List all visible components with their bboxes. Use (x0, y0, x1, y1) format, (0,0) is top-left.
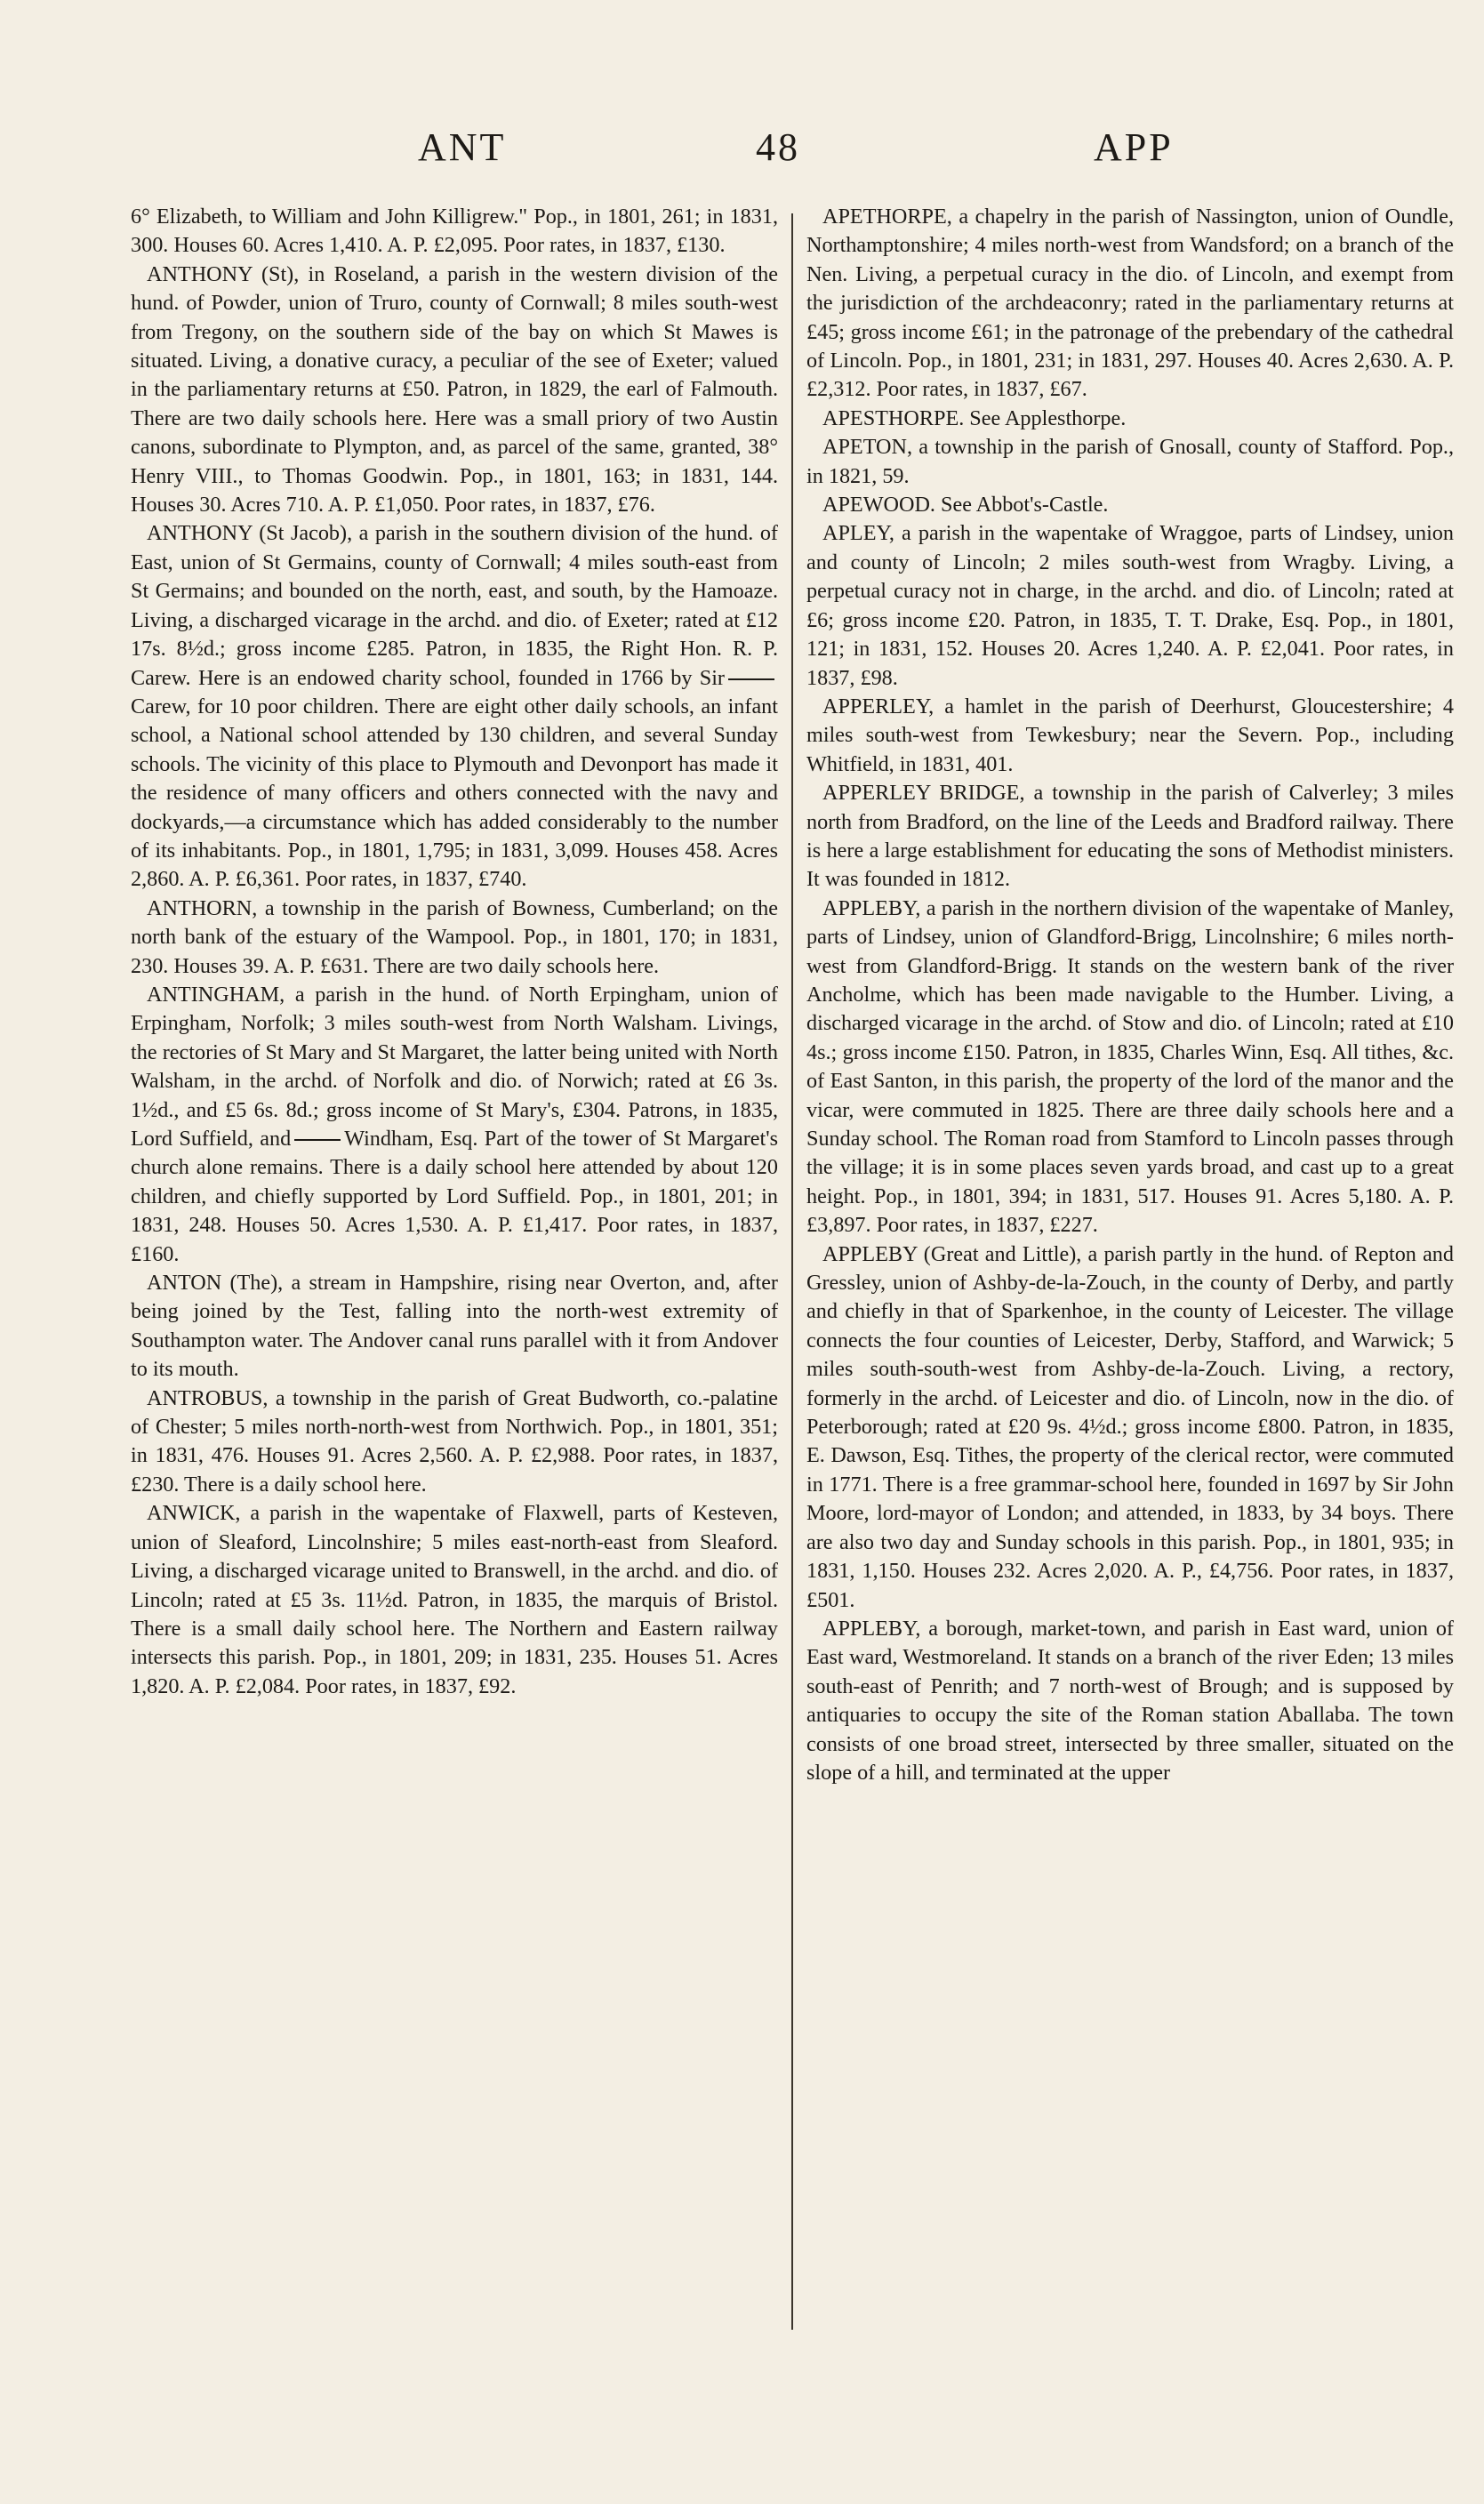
entry-text-part: ANTHONY (St Jacob), a parish in the southern division of the hund. of East, union of St Germains, county of Cornwall; 4 miles south-east from St Germains; and bounded on the north, east, and south, by the Hamoaze. Living, a discharged vicarage in the archd. and dio. of Exeter; rated at £12 17s. 8½d.; gross income £285. Patron, in 1835, the Right Hon. R. P. Carew. Here is an endowed charity school, founded in 1766 by Sir (131, 521, 778, 690)
entry-text: ANTHORN, a township in the parish of Bowness, Cumberland; on the north bank of the estuary of the Wampool. Pop., in 1801, 170; in 1831, 230. Houses 39. A. P. £631. There are two daily schools here. (131, 895, 778, 978)
entry-text-part: Windham, Esq. Part of the tower of St Margaret's church alone remains. There is a daily school here attended by about 120 children, and chiefly supported by Lord Suffield. Pop., in 1801, 201; in 1831, 248. Houses 50. Acres 1,530. A. P. £1,417. Poor rates, in 1837, £160. (131, 1127, 778, 1266)
entry-text: ANTON (The), a stream in Hampshire, rising near Overton, and, after being joined by the Test, falling into the north-west extremity of Southampton water. The Andover canal runs parallel with it from Andover to its mouth. (131, 1271, 778, 1382)
page-header (124, 124, 1458, 187)
entry-text: APETON, a township in the parish of Gnosall, county of Stafford. Pop., in 1821, 59. (806, 435, 1454, 488)
name-blank-dash (728, 678, 774, 680)
entry-text-part: Carew, for 10 poor children. There are eight other daily schools, an infant school, a National school attended by 130 children, and several Sunday schools. The vicinity of this place to Plymouth and Devonport has made it the residence of many officers and others connected with the navy and dockyards,—a circumstance which has added considerably to the number of its inhabitants. Pop., in 1801, 1,795; in 1831, 3,099. Houses 458. Acres 2,860. A. P. £6,361. Poor rates, in 1837, £740. (131, 694, 778, 892)
entry-text: APPLEBY, a parish in the northern division of the wapentake of Manley, parts of Lindsey, union of Glandford-Brigg, Lincolnshire; 6 miles north-west from Glandford-Brigg. It stands on the western bank of the river Ancholme, which has been made navigable to the Humber. Living, a discharged vicarage in the archd. of Stow and dio. of Lincoln; rated at £10 4s.; gross income £150. Patron, in 1835, Charles Winn, Esq. All tithes, &c. of East Santon, in this parish, the property of the lord of the manor and the vicar, were commuted in 1825. There are three daily schools here and a Sunday school. The Roman road from Stamford to Lincoln passes through the village; it is in some places seven yards broad, and cast up to a great height. Pop., in 1801, 394; in 1831, 517. Houses 91. Acres 5,180. A. P. £3,897. Poor rates, in 1837, £227. (806, 895, 1454, 1238)
entry-text: ANTHONY (St), in Roseland, a parish in the western division of the hund. of Powder, union of Truro, county of Cornwall; 8 miles south-west from Tregony, on the southern side of the bay on which St Mawes is situated. Living, a donative curacy, a peculiar of the see of Exeter; valued in the parliamentary returns at £50. Patron, in 1829, the earl of Falmouth. There are two daily schools here. Here was a small priory of two Austin canons, subordinate to Plympton, and, as parcel of the same, granted, 38° Henry VIII., to Thomas Goodwin. Pop., in 1801, 163; in 1831, 144. Houses 30. Acres 710. A. P. £1,050. Poor rates, in 1837, £76. (131, 261, 778, 518)
left-column (131, 203, 778, 1701)
entry-text: ANWICK, a parish in the wapentake of Flaxwell, parts of Kesteven, union of Sleaford, Lincolnshire; 5 miles east-north-east from Sleaford. Living, a discharged vicarage united to Branswell, in the archd. and dio. of Lincoln; rated at £5 3s. 11½d. Patron, in 1835, the marquis of Bristol. There is a small daily school here. The Northern and Eastern railway intersects this parish. Pop., in 1801, 209; in 1831, 235. Houses 51. Acres 1,820. A. P. £2,084. Poor rates, in 1837, £92. (131, 1501, 778, 1698)
entry-text: APETHORPE, a chapelry in the parish of Nassington, union of Oundle, Northamptonshire; 4 miles north-west from Wandsford; on a branch of the Nen. Living, a perpetual curacy in the dio. of Lincoln, and exempt from the jurisdiction of the archdeaconry; rated in the parliamentary returns at £45; gross income £61; in the patronage of the prebendary of the cathedral of Lincoln. Pop., in 1801, 231; in 1831, 297. Houses 40. Acres 2,630. A. P. £2,312. Poor rates, in 1837, £67. (806, 205, 1454, 402)
entry-text: APPLEBY (Great and Little), a parish partly in the hund. of Repton and Gressley, union of Ashby-de-la-Zouch, in the county of Derby, and partly and chiefly in that of Sparkenhoe, in the county of Leicester. The village connects the four counties of Leicester, Derby, Stafford, and Warwick; 5 miles south-south-west from Ashby-de-la-Zouch. Living, a rectory, formerly in the archd. of Leicester and dio. of Lincoln, now in the dio. of Peterborough; rated at £20 9s. 4½d.; gross income £800. Patron, in 1835, E. Dawson, Esq. Tithes, the property of the clerical rector, were commuted in 1771. There is a free grammar-school here, founded in 1697 by Sir John Moore, lord-mayor of London; and attended, in 1833, by 34 boys. There are also two day and Sunday schools in this parish. Pop., in 1801, 935; in 1831, 1,150. Houses 232. Acres 2,020. A. P., £4,756. Poor rates, in 1837, £501. (806, 1241, 1454, 1612)
header-right-word: APP (1094, 125, 1174, 169)
entry-text: APPLEBY, a borough, market-town, and parish in East ward, union of East ward, Westmoreland. It stands on a branch of the river Eden; 13 miles south-east of Penrith; and 7 north-west of Brough; and is supposed by antiquaries to occupy the site of the Roman station Aballaba. The town consists of one broad street, intersected by three smaller, situated on the slope of a hill, and terminated at the upper (806, 1616, 1454, 1785)
entry-text: APEWOOD. See Abbot's-Castle. (822, 493, 1109, 518)
entry-text: APPERLEY, a hamlet in the parish of Deerhurst, Gloucestershire; 4 miles south-west from Tewkesbury; near the Severn. Pop., including Whitfield, in 1831, 401. (806, 694, 1454, 776)
column-divider (791, 213, 793, 2330)
entry-text: ANTROBUS, a township in the parish of Great Budworth, co.-palatine of Chester; 5 miles north-north-west from Northwich. Pop., in 1801, 351; in 1831, 476. Houses 91. Acres 2,560. A. P. £2,988. Poor rates, in 1837, £230. There is a daily school here. (131, 1385, 778, 1497)
entry-text: APLEY, a parish in the wapentake of Wraggoe, parts of Lindsey, union and county of Lincoln; 2 miles south-west from Wragby. Living, a perpetual curacy not in charge, in the archd. and dio. of Lincoln; rated at £6; gross income £20. Patron, in 1835, T. T. Drake, Esq. Pop., in 1801, 121; in 1831, 152. Houses 20. Acres 1,240. A. P. £2,041. Poor rates, in 1837, £98. (806, 521, 1454, 690)
right-column (806, 203, 1454, 1787)
name-blank-dash (294, 1139, 341, 1141)
entry-text: APPERLEY BRIDGE, a township in the parish of Calverley; 3 miles north from Bradford, on the line of the Leeds and Bradford railway. There is here a large establishment for educating the sons of Methodist ministers. It was founded in 1812. (806, 781, 1454, 892)
entry-text: 6° Elizabeth, to William and John Killigrew." Pop., in 1801, 261; in 1831, 300. Houses 60. Acres 1,410. A. P. £2,095. Poor rates, in 1837, £130. (131, 205, 778, 258)
entry-text (131, 519, 778, 894)
entry-text (131, 981, 778, 1269)
entry-text-part: ANTINGHAM, a parish in the hund. of North Erpingham, union of Erpingham, Norfolk; 3 miles south-west from North Walsham. Livings, the rectories of St Mary and St Margaret, the latter being united with North Walsham, in the archd. of Norfolk and dio. of Norwich; rated at £6 3s. 1½d., and £5 6s. 8d.; gross income of St Mary's, £304. Patrons, in 1835, Lord Suffield, and (131, 982, 778, 1151)
page-number: 48 (756, 125, 800, 169)
header-left-word: ANT (418, 125, 507, 169)
entry-text: APESTHORPE. See Applesthorpe. (822, 405, 1127, 430)
